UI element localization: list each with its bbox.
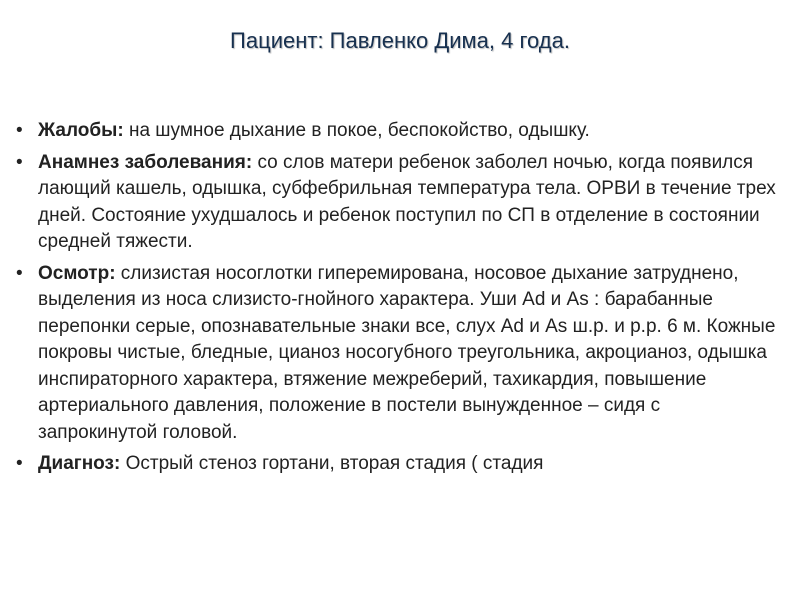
title-text: Павленко Дима, 4 года.	[323, 28, 570, 53]
bullet-item-complaints	[16, 118, 776, 145]
bullet-icon: •	[16, 262, 23, 284]
bullet-icon: •	[16, 453, 23, 474]
diagnosis-text: Острый стеноз гортани, вторая стадия ( стадия	[120, 453, 544, 474]
anamnesis-label: Анамнез заболевания:	[38, 151, 253, 173]
bullet-item-examination	[16, 261, 776, 447]
bullet-list	[16, 118, 776, 483]
complaints-label: Жалобы:	[38, 120, 124, 141]
page-title	[0, 28, 800, 54]
examination-text: слизистая носоглотки гиперемирована, носовое дыхание затруднено, выделения из носа слизисто-гнойного характера. Уши Ad и As : барабанные перепонки серые, опознавательные знаки все, слух Ad и As ш.р. и р.р. 6 м. Кожные покровы чистые, бледные, цианоз носогубного треугольника, акроцианоз, одышка инспираторного характера, втяжение межреберий, тахикардия, повышение артериального давления, положение в постели вынужденное – сидя с запрокинутой головой.	[38, 262, 776, 443]
bullet-icon: •	[16, 120, 23, 141]
examination-label: Осмотр:	[38, 262, 116, 284]
bullet-item-diagnosis	[16, 451, 776, 478]
anamnesis-text: со слов матери ребенок заболел ночью, когда появился лающий кашель, одышка, субфебрильная температура тела. ОРВИ в течение трех дней. Состояние ухудшалось и ребенок поступил по СП в отделение в состоянии средней тяжести.	[38, 151, 776, 252]
diagnosis-label: Диагноз:	[38, 453, 121, 474]
bullet-item-anamnesis	[16, 150, 776, 256]
title-label: Пациент:	[230, 28, 324, 53]
complaints-text: на шумное дыхание в покое, беспокойство, одышку.	[123, 120, 590, 141]
bullet-icon: •	[16, 151, 23, 173]
